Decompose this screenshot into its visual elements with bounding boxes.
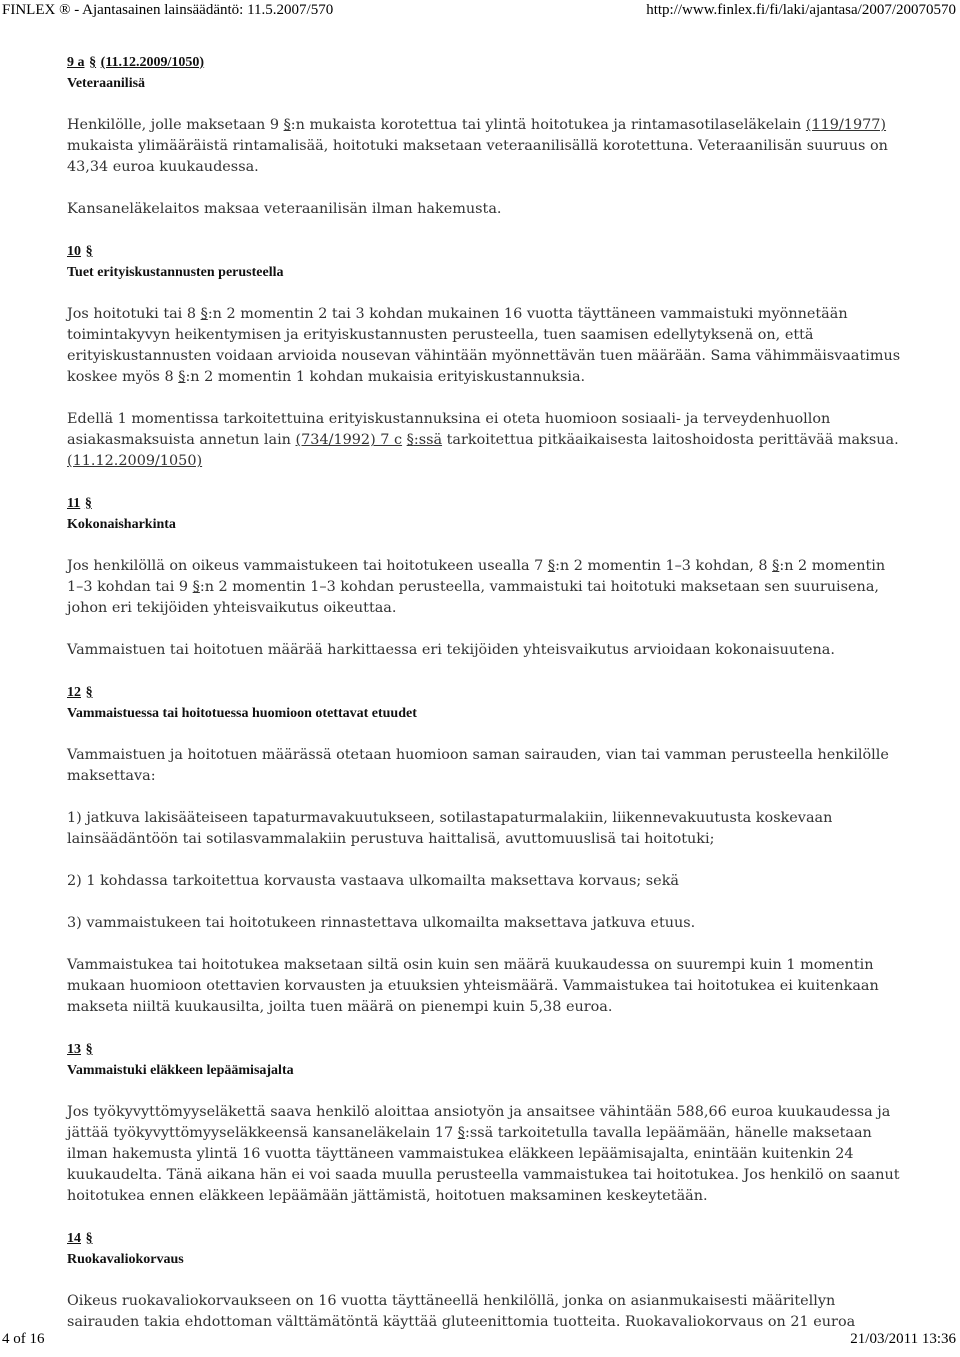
amendment-link[interactable]: (11.12.2009/1050) (100, 55, 205, 70)
section-number-link[interactable]: 9 a (67, 55, 85, 70)
section-mark-link[interactable]: § (406, 432, 414, 448)
section-heading (67, 52, 902, 73)
document-body (67, 52, 902, 1354)
law-reference-link[interactable]: (734/1992) 7 c (295, 432, 403, 448)
section-heading (67, 1228, 902, 1249)
section-heading (67, 241, 902, 262)
section-title: Tuet erityiskustannusten perusteella (67, 265, 284, 280)
text: Jos työkyvyttömyyseläkettä saava henkilö aloittaa ansiotyön ja ansaitsee vähintään 588,66 euroa kuukaudessa ja jättää työkyvyttömyyseläkkeensä kansaneläkelain 17 (67, 1104, 891, 1141)
section-mark-link[interactable]: § (85, 1042, 93, 1057)
text: :n 2 momentin 1 kohdan mukaisia erityiskustannuksia. (185, 369, 586, 385)
text: :n 2 momentin 1–3 kohdan, 8 (555, 558, 768, 574)
section-number-link[interactable]: 10 (67, 244, 81, 259)
section-mark-link[interactable]: § (85, 1231, 93, 1246)
section-title: Vammaistuessa tai hoitotuessa huomioon otettavat etuudet (67, 706, 417, 721)
section-title: Vammaistuki eläkkeen lepäämisajalta (67, 1063, 294, 1078)
section-10 (67, 241, 902, 472)
paragraph: 1) jatkuva lakisääteiseen tapaturmavakuutukseen, sotilastapaturmalakiin, liikennevakuutusta koskevaan lainsäädäntöön tai sotilasvammalakiin perustuva haittalisä, avuttomuuslisä tai hoitotuki; (67, 810, 833, 847)
paragraph: Vammaistuen ja hoitotuen määrässä otetaan huomioon saman sairauden, vian tai vamman perusteella henkilölle maksettava: (67, 747, 889, 784)
page-counter: 4 of 16 (2, 1331, 45, 1347)
law-reference-link[interactable]: :ssä (413, 432, 443, 448)
print-header (0, 2, 960, 22)
text: :n 2 momentin 1–3 kohdan perusteella, vammaistuki tai hoitotuki maksetaan sen suuruisena, johon eri tekijöiden yhteisvaikutus oikeuttaa. (67, 579, 879, 616)
print-footer (0, 1331, 960, 1351)
section-mark-link[interactable]: § (192, 579, 200, 595)
paragraph (67, 556, 902, 619)
text: :n 2 momentin 1–3 kohdan tai 9 (67, 558, 886, 595)
text: :n 2 momentin 2 tai 3 kohdan mukainen 16 vuotta täyttäneen vammaistuki myönnetään toimintakyvyn heikentymisen ja erityiskustannusten perusteella, tuen saamisen edellytyksenä on, että erityiskustannusten voidaan arvioida nousevan vähintään myönnettävän tuen määrään. Sama vähimmäisvaatimus koskee myös 8 (67, 306, 901, 385)
section-mark-link[interactable]: § (547, 558, 556, 574)
section-heading (67, 1039, 902, 1060)
text: Edellä 1 momentissa tarkoitettuina erityiskustannuksina ei oteta huomioon sosiaali- ja terveydenhuollon asiakasmaksuista annetun lain (67, 411, 831, 448)
section-number-link[interactable]: 13 (67, 1042, 81, 1057)
paragraph (67, 304, 902, 388)
section-11 (67, 493, 902, 661)
paragraph: Kansaneläkelaitos maksaa veteraanilisän ilman hakemusta. (67, 201, 502, 217)
section-number-link[interactable]: 14 (67, 1231, 81, 1246)
section-12 (67, 682, 902, 1018)
paragraph: Oikeus ruokavaliokorvaukseen on 16 vuotta täyttäneellä henkilöllä, jonka on asianmukaisesti määritellyn sairauden takia ehdottoman välttämätöntä käyttää gluteenittomia tuotteita. Ruokavaliokorvaus on 21 euroa (67, 1293, 856, 1330)
section-title: Ruokavaliokorvaus (67, 1252, 184, 1267)
section-9a (67, 52, 902, 220)
print-timestamp: 21/03/2011 13:36 (850, 1331, 956, 1347)
section-mark-link[interactable]: § (178, 369, 186, 385)
section-14 (67, 1228, 902, 1333)
section-mark-link[interactable]: § (85, 685, 93, 700)
section-number-link[interactable]: 12 (67, 685, 81, 700)
section-heading (67, 493, 902, 514)
paragraph (67, 1102, 902, 1207)
text: tarkoitettua pitkäaikaisesta laitoshoidosta perittävää maksua. (442, 432, 899, 448)
section-heading (67, 682, 902, 703)
section-number-link[interactable]: 11 (67, 496, 81, 511)
section-mark-link[interactable]: § (89, 55, 97, 70)
text: mukaista ylimääräistä rintamalisää, hoitotuki maksetaan veteraanilisällä korotettuna. Veteraanilisän suuruus on 43,34 euroa kuukaudessa. (67, 138, 888, 175)
section-mark-link[interactable]: § (200, 306, 208, 322)
text: Jos hoitotuki tai 8 (67, 306, 197, 322)
section-mark-link[interactable]: § (85, 244, 93, 259)
amendment-link[interactable]: (11.12.2009/1050) (67, 453, 203, 469)
text: :ssä tarkoitetulla tavalla lepäämään, hänelle maksetaan ilman hakemusta ylintä 16 vuotta täyttäneen vammaistukea eläkkeen lepäämisajalta, enintään kuitenkin 24 kuukaudelta. Tänä aikana hän ei voi saada muulla perusteella vammaistukea tai hoitotukea. Jos henkilö on saanut hoitotukea ennen eläkkeen lepäämään jättämistä, hoitotuen maksaminen keskeytetään. (67, 1125, 900, 1204)
section-mark-link[interactable]: § (283, 117, 291, 133)
text: Jos henkilöllä on oikeus vammaistukeen tai hoitotukeen usealla 7 (67, 558, 544, 574)
paragraph: Vammaistuen tai hoitotuen määrää harkittaessa eri tekijöiden yhteisvaikutus arvioidaan kokonaisuutena. (67, 642, 835, 658)
paragraph (67, 115, 902, 178)
paragraph (67, 409, 902, 472)
section-title: Veteraanilisä (67, 76, 146, 91)
text: Henkilölle, jolle maksetaan 9 (67, 117, 280, 133)
law-reference-link[interactable]: (119/1977) (805, 117, 887, 133)
paragraph: 3) vammaistukeen tai hoitotukeen rinnastettava ulkomailta maksettava jatkuva etuus. (67, 915, 696, 931)
paragraph: Vammaistukea tai hoitotukea maksetaan siltä osin kuin sen määrä kuukaudessa on suurempi kuin 1 momentin mukaan huomioon otettavien korvausten ja etuuksien yhteismäärä. Vammaistukea tai hoitotukea ei kuitenkaan makseta niiltä kuukausilta, joilta tuen määrä on pienempi kuin 5,38 euroa. (67, 957, 879, 1015)
header-title: FINLEX ® - Ajantasainen lainsäädäntö: 11.5.2007/570 (2, 2, 334, 18)
section-mark-link[interactable]: § (772, 558, 780, 574)
section-title: Kokonaisharkinta (67, 517, 176, 532)
text: :n mukaista korotettua tai ylintä hoitotukea ja rintamasotilaseläkelain (290, 117, 802, 133)
section-13 (67, 1039, 902, 1207)
section-mark-link[interactable]: § (457, 1125, 465, 1141)
section-mark-link[interactable]: § (84, 496, 92, 511)
header-url[interactable]: http://www.finlex.fi/fi/laki/ajantasa/2007/20070570 (646, 2, 956, 18)
paragraph: 2) 1 kohdassa tarkoitettua korvausta vastaava ulkomailta maksettava korvaus; sekä (67, 873, 679, 889)
